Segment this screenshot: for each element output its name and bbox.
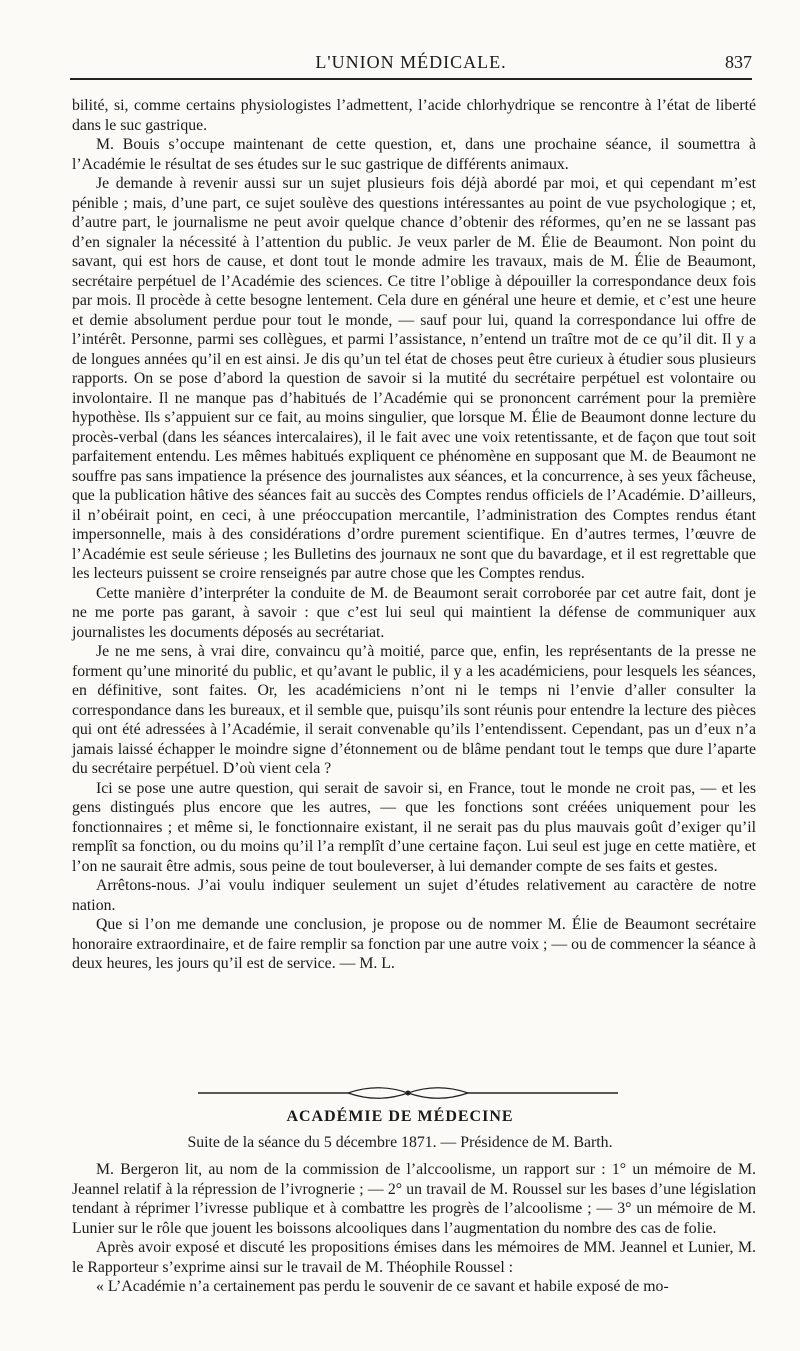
- header-rule: [70, 78, 752, 80]
- article-paragraph: M. Bouis s’occupe maintenant de cette question, et, dans une prochaine séance, il soumettra à l’Académie le résultat de ses études sur le suc gastrique de différents animaux.: [72, 136, 756, 173]
- section-title: ACADÉMIE DE MÉDECINE: [286, 1108, 514, 1125]
- article-paragraph: bilité, si, comme certains physiologistes l’admettent, l’acide chlorhydrique se rencontre à l’état de liberté dans le suc gastrique.: [72, 97, 756, 134]
- article-paragraph: Je ne me sens, à vrai dire, convaincu qu’à moitié, parce que, enfin, les représentants de la presse ne forment qu’une minorité du public, et qu’avant le public, il y a les académiciens, pour lesquels les séances, en définitive, sont faites. Or, les académiciens n’ont ni le temps ni l’envie d’aller consulter la correspondance dans les bureaux, et il semble que, puisqu’ils sont réunis pour entendre la lecture des pièces qui ont été adressées à l’Académie, il serait convenable qu’ils l’entendissent. Cependant, pas un d’eux n’a jamais laissé échapper le moindre signe d’étonnement ou de blâme pendant tout le temps que dure l’aparte du secrétaire perpétuel. D’où vient cela ?: [72, 643, 756, 777]
- journal-title: L'UNION MÉDICALE.: [315, 52, 507, 72]
- page-number: 837: [725, 52, 752, 72]
- section-paragraph: Après avoir exposé et discuté les propositions émises dans les mémoires de MM. Jeannel et Lunier, M. le Rapporteur s’exprime ainsi sur le travail de M. Théophile Roussel :: [72, 1239, 756, 1276]
- article-paragraph: Cette manière d’interpréter la conduite de M. de Beaumont serait corroborée par cet autre fait, dont je ne me porte pas garant, à savoir : que c’est lui seul qui maintient la défense de communiquer aux journalistes les documents déposés au secrétariat.: [72, 584, 756, 641]
- article-body: [72, 96, 756, 974]
- article-paragraph: Je demande à revenir aussi sur un sujet plusieurs fois déjà abordé par moi, et qui cependant m’est pénible ; mais, d’une part, ce sujet soulève des questions intéressantes au point de vue psychologique ; et, d’autre part, le journalisme ne peut avoir quelque chance d’obtenir des réformes, qu’en ne se lassant pas d’en signaler la nécessité à l’attention du public. Je veux parler de M. Élie de Beaumont. Non point du savant, qui est hors de cause, et dont tout le monde admire les travaux, mais de M. Élie de Beaumont, secrétaire perpétuel de l’Académie des sciences. Ce titre l’oblige à dépouiller la correspondance deux fois par mois. Il procède à cette besogne lentement. Cela dure en général une heure et demie, et c’est une heure et demie absolument perdue pour tout le monde, — sauf pour lui, quand la correspondance lui offre de l’intérêt. Personne, parmi ses collègues, et parmi l’assistance, n’entend un traître mot de ce qu’il dit. Il y a de longues années qu’il en est ainsi. Je dis qu’un tel état de choses peut être curieux à étudier sous plusieurs rapports. On se pose d’abord la question de savoir si la mutité du secrétaire perpétuel est volontaire ou involontaire. Il ne manque pas d’habitués de l’Académie qui se prononcent carrément pour la première hypothèse. Ils s’appuient sur ce fait, au moins singulier, que lorsque M. Élie de Beaumont donne lecture du procès-verbal (dans les séances intercalaires), il le fait avec une voix retentissante, et de façon que tout soit parfaitement entendu. Les mêmes habitués expliquent ce phénomène en supposant que M. de Beaumont ne souffre pas sans impatience la présence des journalistes aux séances, et la concurrence, à ses yeux fâcheuse, que la publication hâtive des séances fait au succès des Comptes rendus officiels de l’Académie. D’ailleurs, il n’obéirait point, en ceci, à une préoccupation mercantile, l’administration des Comptes rendus étant impersonnelle, mais à des considérations d’ordre purement scientifique. En d’autres termes, l’œuvre de l’Académie est seule sérieuse ; les Bulletins des journaux ne sont que du bavardage, et il est regrettable que les lecteurs puissent se croire renseignés par autre chose que les Comptes rendus.: [72, 175, 756, 582]
- article-paragraph: Ici se pose une autre question, qui serait de savoir si, en France, tout le monde ne croit pas, — et les gens distingués plus encore que les autres, — que les fonctions sont créées uniquement pour les fonctionnaires ; et même si, le fonctionnaire existant, il ne serait pas du plus mauvais goût d’exiger qu’il remplît sa fonction, ou du moins qu’il l’a remplît d’une certaine façon. Lui seul est juge en cette matière, et l’on ne saurait être admis, sous peine de tout bouleverser, à lui demander compte de ses faits et gestes.: [72, 779, 756, 875]
- article-paragraph: Que si l’on me demande une conclusion, je propose ou de nommer M. Élie de Beaumont secrétaire honoraire extraordinaire, et de faire remplir sa fonction par une autre voix ; — ou de commencer la séance à deux heures, les jours qu’il est de service. — M. L.: [72, 916, 756, 972]
- article-paragraph: Arrêtons-nous. J’ai voulu indiquer seulement un sujet d’études relativement au caractère de notre nation.: [72, 877, 756, 914]
- section-paragraph: « L’Académie n’a certainement pas perdu le souvenir de ce savant et habile exposé de mo-: [96, 1278, 669, 1295]
- page-header: [70, 50, 752, 78]
- section-subtitle: Suite de la séance du 5 décembre 1871. — Présidence de M. Barth.: [187, 1134, 613, 1151]
- section-body: [72, 1160, 756, 1297]
- section-paragraph: M. Bergeron lit, au nom de la commission de l’alccoolisme, un rapport sur : 1° un mémoire de M. Jeannel relatif à la répression de l’ivrognerie ; — 2° un travail de M. Roussel sur les bases d’une législation tendant à réprimer l’ivresse publique et à combattre les progrès de l’alcoolisme ; — 3° un mémoire de M. Lunier sur le rôle que jouent les boissons alcooliques dans l’augmentation du nombre des cas de folie.: [72, 1161, 756, 1237]
- section-divider-ornament: [198, 1084, 618, 1102]
